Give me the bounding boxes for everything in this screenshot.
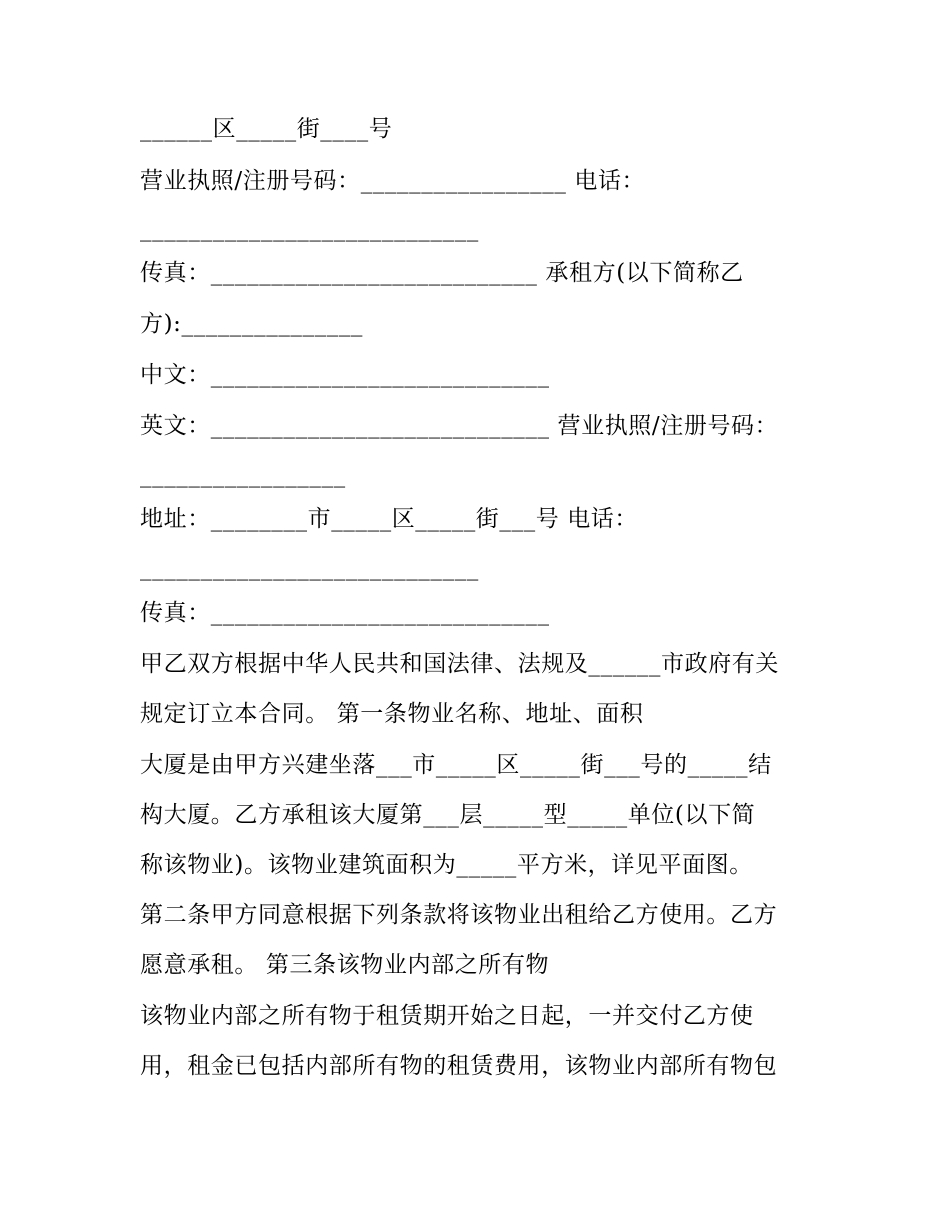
phone-blank-line-2: ____________________________ [140,555,479,581]
paragraph-line: 大厦是由甲方兴建坐落___市_____区_____街___号的_____结 [140,752,772,778]
chinese-name-line: 中文：____________________________ [140,362,550,388]
paragraph-line: 该物业内部之所有物于租赁期开始之日起，一并交付乙方使 [140,1003,754,1029]
paragraph-line: 用，租金已包括内部所有物的租赁费用，该物业内部所有物包 [140,1053,778,1079]
fax-line: 传真：____________________________ [140,600,550,626]
address-line: ______区_____街____号 [140,116,393,142]
lessee-name-line: 方):_______________ [140,311,364,337]
paragraph-line: 称该物业)。该物业建筑面积为_____平方米，详见平面图。 [140,852,753,878]
paragraph-line: 规定订立本合同。 第一条物业名称、地址、面积 [140,701,644,727]
paragraph-line: 第二条甲方同意根据下列条款将该物业出租给乙方使用。乙方 [140,902,778,928]
phone-blank-line: ____________________________ [140,216,479,242]
license-phone-line: 营业执照/注册号码：_________________ 电话： [140,168,646,194]
paragraph-line: 构大厦。乙方承租该大厦第___层_____型_____单位(以下简 [140,802,756,828]
fax-lessee-line: 传真：___________________________ 承租方(以下简称乙 [140,260,744,286]
paragraph-line: 甲乙双方根据中华人民共和国法律、法规及______市政府有关 [140,651,779,677]
english-license-line: 英文：____________________________ 营业执照/注册号码： [140,413,779,439]
license-blank-line: _________________ [140,462,346,488]
address-phone-line: 地址：________市_____区_____街___号 电话： [140,506,639,532]
paragraph-line: 愿意承租。 第三条该物业内部之所有物 [140,952,550,978]
